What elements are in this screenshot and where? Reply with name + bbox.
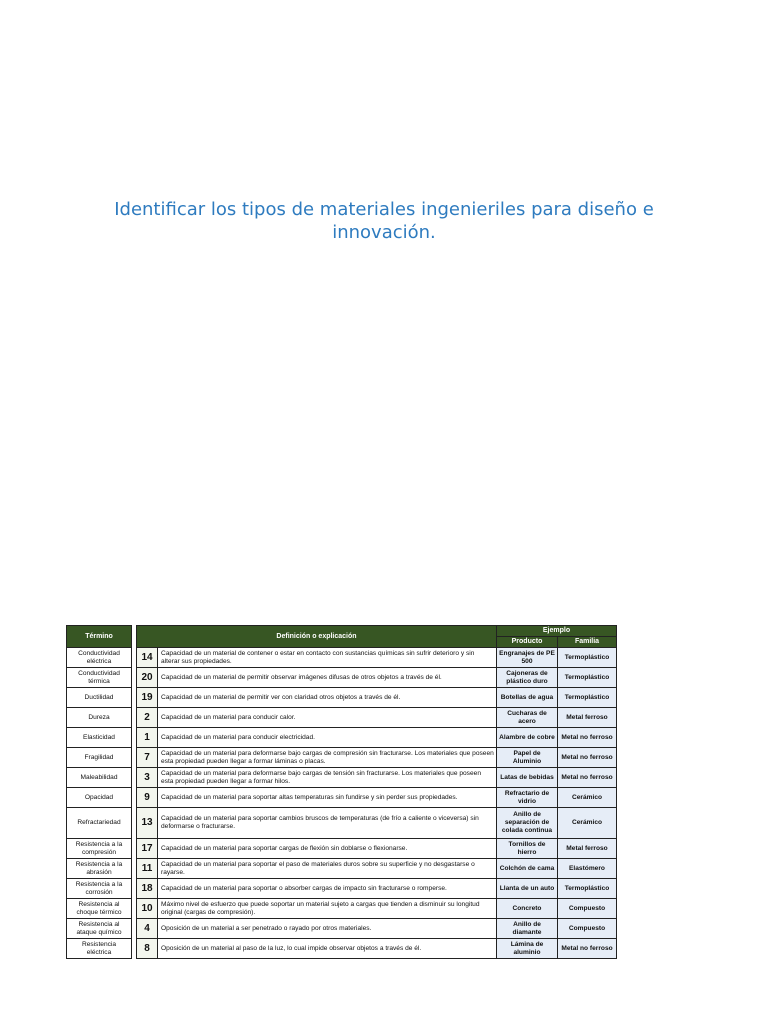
table-row (67, 688, 617, 708)
row-definition: Capacidad de un material para soportar el paso de materiales duros sobre su superficie y no desgastarse o rayarse. (158, 859, 497, 879)
row-product: Alambre de cobre (497, 728, 558, 748)
row-term: Resistencia al choque térmico (67, 899, 132, 919)
row-product: Anillo de diamante (497, 919, 558, 939)
row-family: Termoplástico (558, 668, 617, 688)
header-product: Producto (497, 637, 558, 648)
row-product: Papel de Aluminio (497, 748, 558, 768)
row-definition: Capacidad de un material para soportar o absorber cargas de impacto sin fracturarse o romperse. (158, 879, 497, 899)
row-number: 10 (137, 899, 158, 919)
row-number: 19 (137, 688, 158, 708)
table-body (67, 648, 617, 959)
table-row (67, 899, 617, 919)
table-row (67, 808, 617, 839)
row-family: Termoplástico (558, 648, 617, 668)
row-product: Colchón de cama (497, 859, 558, 879)
row-family: Termoplástico (558, 879, 617, 899)
row-number: 7 (137, 748, 158, 768)
row-definition: Capacidad de un material para deformarse bajo cargas de tensión sin fracturarse. Los materiales que poseen esta propiedad pueden llegar a formar hilos. (158, 768, 497, 788)
header-definition: Definición o explicación (137, 626, 497, 648)
row-product: Tornillos de hierro (497, 839, 558, 859)
table-row (67, 859, 617, 879)
row-number: 20 (137, 668, 158, 688)
row-number: 17 (137, 839, 158, 859)
row-number: 2 (137, 708, 158, 728)
row-family: Metal no ferroso (558, 939, 617, 959)
row-family: Metal no ferroso (558, 748, 617, 768)
row-number: 1 (137, 728, 158, 748)
row-family: Metal ferroso (558, 708, 617, 728)
row-product: Llanta de un auto (497, 879, 558, 899)
header-example: Ejemplo (497, 626, 617, 637)
row-term: Ductilidad (67, 688, 132, 708)
row-family: Cerámico (558, 808, 617, 839)
row-family: Metal ferroso (558, 839, 617, 859)
row-number: 8 (137, 939, 158, 959)
table-row (67, 668, 617, 688)
table-row (67, 648, 617, 668)
row-definition: Máximo nivel de esfuerzo que puede soportar un material sujeto a cargas que tienden a disminuir su longitud original (cargas de compresión). (158, 899, 497, 919)
row-definition: Oposición de un material al paso de la luz, lo cual impide observar objetos a través de él. (158, 939, 497, 959)
row-term: Dureza (67, 708, 132, 728)
page-title: Identificar los tipos de materiales ingenieriles para diseño e innovación. (114, 199, 654, 243)
row-term: Resistencia a la compresión (67, 839, 132, 859)
row-number: 11 (137, 859, 158, 879)
row-term: Conductividad eléctrica (67, 648, 132, 668)
row-definition: Oposición de un material a ser penetrado o rayado por otros materiales. (158, 919, 497, 939)
header-term: Término (67, 626, 132, 648)
table-row (67, 939, 617, 959)
row-product: Refractario de vidrio (497, 788, 558, 808)
row-term: Resistencia a la corrosión (67, 879, 132, 899)
row-term: Opacidad (67, 788, 132, 808)
row-product: Cucharas de acero (497, 708, 558, 728)
row-product: Anillo de separación de colada continua (497, 808, 558, 839)
header-family: Familia (558, 637, 617, 648)
table-row (67, 839, 617, 859)
table-row (67, 728, 617, 748)
row-definition: Capacidad de un material para conducir calor. (158, 708, 497, 728)
row-product: Latas de bebidas (497, 768, 558, 788)
materials-table (66, 625, 617, 959)
row-number: 9 (137, 788, 158, 808)
row-term: Resistencia eléctrica (67, 939, 132, 959)
row-family: Metal no ferroso (558, 728, 617, 748)
row-definition: Capacidad de un material para soportar cargas de flexión sin doblarse o flexionarse. (158, 839, 497, 859)
table-row (67, 768, 617, 788)
row-number: 3 (137, 768, 158, 788)
table-row (67, 879, 617, 899)
row-product: Concreto (497, 899, 558, 919)
row-family: Metal no ferroso (558, 768, 617, 788)
row-definition: Capacidad de un material para soportar altas temperaturas sin fundirse y sin perder sus propiedades. (158, 788, 497, 808)
row-number: 4 (137, 919, 158, 939)
row-number: 18 (137, 879, 158, 899)
table-row (67, 788, 617, 808)
row-number: 13 (137, 808, 158, 839)
row-term: Conductividad térmica (67, 668, 132, 688)
row-term: Refractariedad (67, 808, 132, 839)
row-term: Maleabilidad (67, 768, 132, 788)
materials-table-container (66, 625, 617, 959)
row-term: Resistencia a la abrasión (67, 859, 132, 879)
table-row (67, 708, 617, 728)
row-family: Cerámico (558, 788, 617, 808)
row-product: Lámina de aluminio (497, 939, 558, 959)
row-family: Compuesto (558, 899, 617, 919)
row-number: 14 (137, 648, 158, 668)
row-term: Elasticidad (67, 728, 132, 748)
table-row (67, 748, 617, 768)
row-definition: Capacidad de un material de permitir observar imágenes difusas de otros objetos a través de él. (158, 668, 497, 688)
row-definition: Capacidad de un material para soportar cambios bruscos de temperaturas (de frío a caliente o viceversa) sin deformarse o fracturarse. (158, 808, 497, 839)
row-definition: Capacidad de un material para deformarse bajo cargas de compresión sin fracturarse. Los materiales que poseen esta propiedad pueden llegar a formar láminas o placas. (158, 748, 497, 768)
row-family: Termoplástico (558, 688, 617, 708)
row-product: Cajoneras de plástico duro (497, 668, 558, 688)
row-family: Compuesto (558, 919, 617, 939)
row-product: Engranajes de PE 500 (497, 648, 558, 668)
row-term: Fragilidad (67, 748, 132, 768)
row-term: Resistencia al ataque químico (67, 919, 132, 939)
table-row (67, 919, 617, 939)
row-definition: Capacidad de un material para conducir electricidad. (158, 728, 497, 748)
row-definition: Capacidad de un material de contener o estar en contacto con sustancias químicas sin sufrir deterioro y sin alterar sus propiedades. (158, 648, 497, 668)
row-product: Botellas de agua (497, 688, 558, 708)
row-family: Elastómero (558, 859, 617, 879)
row-definition: Capacidad de un material de permitir ver con claridad otros objetos a través de él. (158, 688, 497, 708)
